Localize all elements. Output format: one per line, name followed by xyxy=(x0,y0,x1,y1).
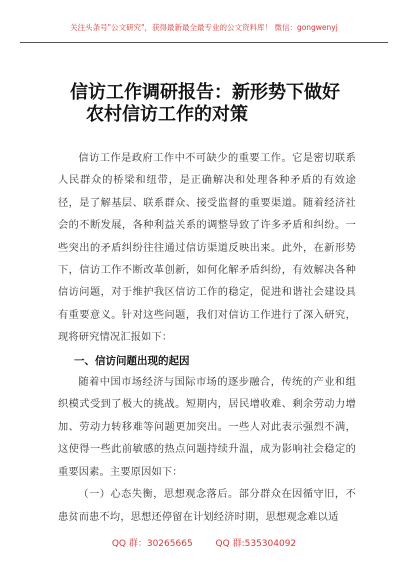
footer-contacts xyxy=(0,536,408,549)
body-paragraph-cause-1: （一）心态失衡，思想观念落后。部分群众在因循守旧，不患贫而患不均，思想还停留在计划经济时期，思想观念难以适 xyxy=(58,489,356,523)
footer-qq-group-1: QQ 群：30265665 xyxy=(111,539,193,549)
header-promo-note: 关注头条号"公文研究"，获得最新最全最专业的公文资料库！ 微信：gongwenyj xyxy=(70,23,338,32)
document-title xyxy=(70,82,370,126)
header-divider xyxy=(20,42,388,43)
document-body xyxy=(58,148,356,529)
title-line-2: 农村信访工作的对策 xyxy=(86,104,248,125)
body-paragraph: 随着中国市场经济与国际市场的逐步融合，传统的产业和组织模式受到了极大的挑战。短期内，居民增收难、剩余劳动力增加、劳动力转移难等问题更加突出。一些人对此表示强烈不满，这使得一些此前敏感的热点问题持续升温，成为影响社会稳定的重要因素。主要原因如下： xyxy=(58,377,356,478)
footer-qq-group-2: QQ 群:535304092 xyxy=(215,539,297,549)
section-heading: 一、信访问题出现的起因 xyxy=(74,354,190,367)
title-line-1: 信访工作调研报告：新形势下做好 xyxy=(70,82,340,103)
intro-paragraph: 信访工作是政府工作中不可缺少的重要工作。它是密切联系人民群众的桥梁和纽带，是正确解决和处理各种矛盾的有效途径，是了解基层、联系群众、接受监督的重要渠道。随着经济社会的不断发展，各种利益关系的调整导致了许多矛盾和纠纷。一些突出的矛盾纠纷往往通过信访渠道反映出来。此外，在新形势下，信访工作不断改革创新，如何化解矛盾纠纷，有效解决各种信访问题，对于维护我区信访工作的稳定，促进和谐社会建设具有重要意义。针对这些问题，我们对信访工作进行了深入研究，现将研究情况汇报如下： xyxy=(58,153,356,344)
